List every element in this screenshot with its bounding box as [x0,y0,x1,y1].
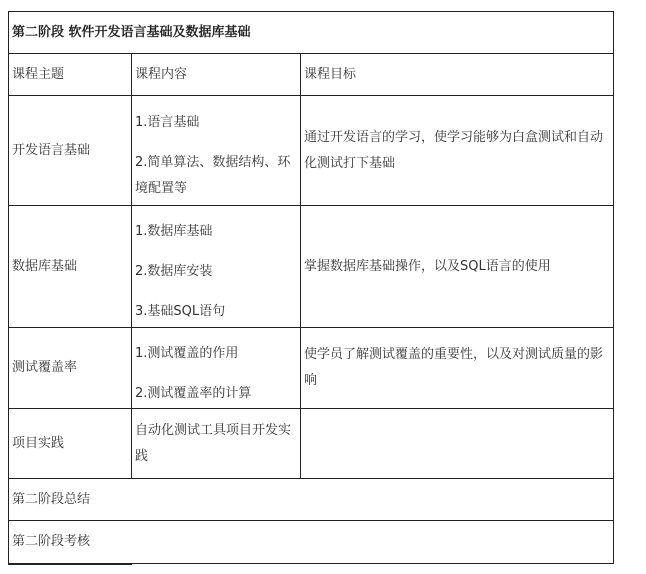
content-item: 2.简单算法、数据结构、环境配置等 [135,155,291,196]
topic-cell: 数据库基础 [12,258,78,274]
goal-cell: 通过开发语言的学习，使学习能够为白盒测试和自动化测试打下基础 [304,129,604,171]
content-item: 2.测试覆盖率的计算 [135,386,252,401]
content-cell [132,110,300,205]
goal-cell: 掌握数据库基础操作，以及SQL语言的使用 [304,258,551,274]
topic-cell: 项目实践 [12,435,65,451]
content-cell [132,409,300,478]
goal-cell: 使学员了解测试覆盖的重要性，以及对测试质量的影响 [304,347,604,388]
content-cell [132,219,300,327]
content-item: 1.测试覆盖的作用 [135,346,239,361]
header-content: 课程内容 [135,66,188,82]
content-cell [132,341,300,408]
header-goal: 课程目标 [304,66,357,82]
divider [8,563,132,565]
exam-row: 第二阶段考核 [12,534,91,549]
content-item: 3.基础SQL语句 [135,304,226,319]
content-item: 1.数据库基础 [135,224,213,239]
summary-row: 第二阶段总结 [12,491,91,507]
content-item: 2.数据库安装 [135,264,213,279]
topic-cell: 开发语言基础 [12,142,91,158]
content-item: 1.语言基础 [135,115,200,130]
content-item: 自动化测试工具项目开发实践 [135,422,292,464]
header-topic: 课程主题 [12,66,65,82]
goal-cell [301,409,613,478]
topic-cell: 测试覆盖率 [12,360,78,375]
stage-title: 第二阶段 软件开发语言基础及数据库基础 [12,24,251,40]
